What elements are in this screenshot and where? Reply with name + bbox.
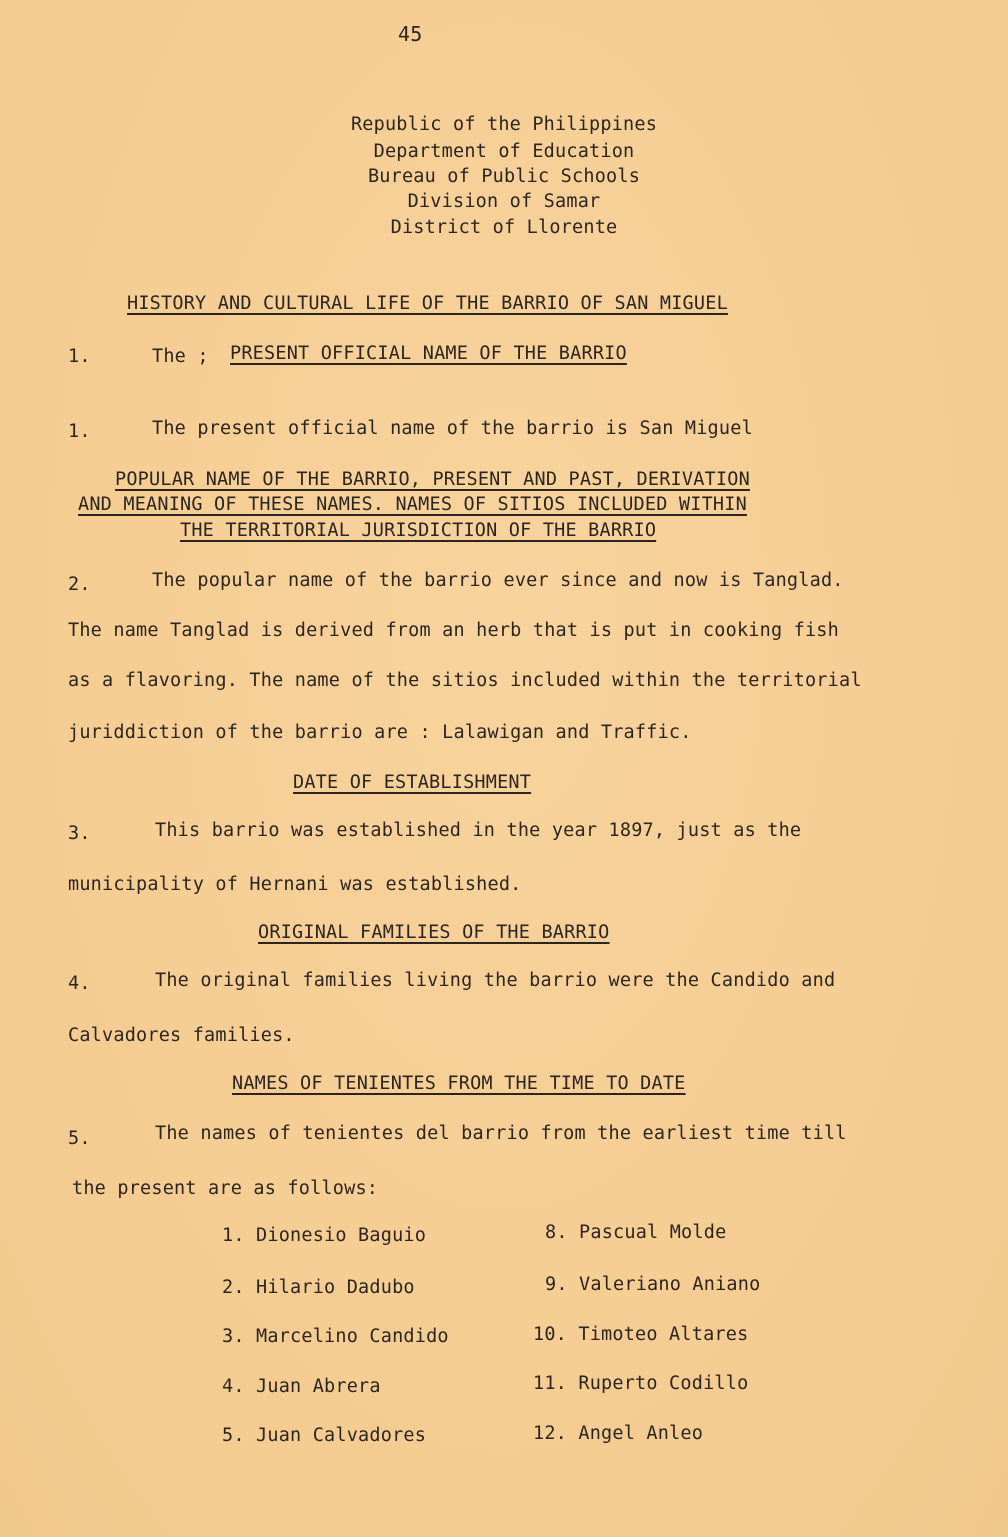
item2-line2: The name Tanglad is derived from an herb that is put in cooking fish (68, 620, 839, 641)
teniente-right-9: 9. Valeriano Aniano (545, 1274, 761, 1295)
teniente-right-8: 8. Pascual Molde (545, 1222, 727, 1243)
item3-line2: municipality of Hernani was established. (68, 874, 522, 895)
item1-answer-number: 1. (68, 421, 91, 442)
section5-heading: NAMES OF TENIENTES FROM THE TIME TO DATE (232, 1073, 686, 1094)
document-title: HISTORY AND CULTURAL LIFE OF THE BARRIO OF SAN MIGUEL (127, 293, 728, 314)
teniente-left-3: 3. Marcelino Candido (222, 1326, 449, 1347)
teniente-right-12: 12. Angel Anleo (533, 1423, 704, 1444)
item5-line1: The names of tenientes del barrio from the earliest time till (155, 1123, 847, 1144)
section2-heading-line3: THE TERRITORIAL JURISDICTION OF THE BARRIO (180, 520, 657, 541)
header-republic: Republic of the Philippines (350, 114, 658, 135)
item2-line1: The popular name of the barrio ever since and now is Tanglad. (152, 570, 844, 591)
item1-heading: PRESENT OFFICIAL NAME OF THE BARRIO (230, 343, 627, 364)
header-division: Division of Samar (407, 191, 601, 212)
item2-number: 2. (68, 574, 91, 595)
section3-heading: DATE OF ESTABLISHMENT (293, 772, 532, 793)
item1-answer: The present official name of the barrio is San Miguel (152, 418, 753, 439)
item4-number: 4. (68, 973, 91, 994)
item3-number: 3. (68, 823, 91, 844)
teniente-left-2: 2. Hilario Dadubo (222, 1277, 415, 1298)
teniente-left-5: 5. Juan Calvadores (222, 1425, 427, 1446)
header-bureau: Bureau of Public Schools (367, 166, 641, 187)
item5-line2: the present are as follows: (72, 1178, 379, 1199)
header-department: Department of Education (373, 141, 635, 162)
item3-line1: This barrio was established in the year 1897, just as the (155, 820, 802, 841)
teniente-right-10: 10. Timoteo Altares (533, 1324, 749, 1345)
teniente-right-11: 11. Ruperto Codillo (533, 1373, 749, 1394)
item4-line2: Calvadores families. (68, 1025, 295, 1046)
item5-number: 5. (68, 1128, 91, 1149)
header-district: District of Llorente (390, 217, 618, 238)
section4-heading: ORIGINAL FAMILIES OF THE BARRIO (258, 922, 610, 943)
teniente-left-1: 1. Dionesio Baguio (222, 1225, 427, 1246)
item1-heading-number: 1. (68, 346, 91, 367)
item2-line4: juriddiction of the barrio are : Lalawigan and Traffic. (68, 722, 692, 743)
item2-line3: as a flavoring. The name of the sitios included within the territorial (68, 670, 862, 691)
item1-heading-prefix: The ; (152, 346, 209, 367)
item4-line1: The original families living the barrio were the Candido and (155, 970, 836, 991)
section2-heading-line2: AND MEANING OF THESE NAMES. NAMES OF SITIOS INCLUDED WITHIN (78, 494, 747, 515)
page-number: 45 (398, 22, 423, 46)
section2-heading-line1: POPULAR NAME OF THE BARRIO, PRESENT AND PAST, DERIVATION (115, 469, 750, 490)
teniente-left-4: 4. Juan Abrera (222, 1376, 381, 1397)
